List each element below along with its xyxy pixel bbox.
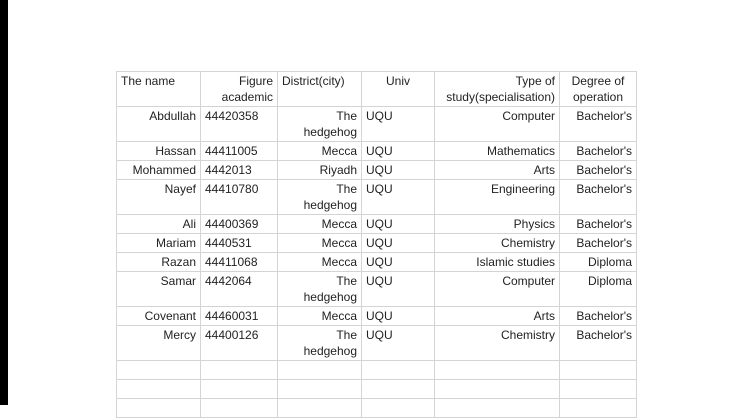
cell-degree: Bachelor's: [560, 326, 637, 361]
cell-univ: UQU: [362, 326, 435, 361]
cell-type: Arts: [435, 307, 560, 326]
empty-cell: [201, 361, 278, 380]
cell-district: Mecca: [278, 253, 362, 272]
cell-univ: UQU: [362, 107, 435, 142]
cell-type: Mathematics: [435, 142, 560, 161]
cell-figure: 4442064: [201, 272, 278, 307]
header-type: Type of study(specialisation): [435, 72, 560, 107]
cell-univ: UQU: [362, 180, 435, 215]
cell-univ: UQU: [362, 215, 435, 234]
cell-figure: 44410780: [201, 180, 278, 215]
cell-type: Physics: [435, 215, 560, 234]
cell-degree: Bachelor's: [560, 307, 637, 326]
empty-cell: [435, 361, 560, 380]
cell-district: Mecca: [278, 307, 362, 326]
table-row: [117, 253, 637, 272]
empty-cell: [362, 380, 435, 399]
table-row: [117, 107, 637, 142]
empty-cell: [560, 380, 637, 399]
header-degree: Degree of operation: [560, 72, 637, 107]
cell-figure: 4442013: [201, 161, 278, 180]
table-row: [117, 142, 637, 161]
cell-name: Mariam: [117, 234, 201, 253]
header-name: The name: [117, 72, 201, 107]
cell-type: Chemistry: [435, 326, 560, 361]
cell-figure: 44460031: [201, 307, 278, 326]
cell-figure: 44411005: [201, 142, 278, 161]
empty-cell: [278, 380, 362, 399]
cell-type: Islamic studies: [435, 253, 560, 272]
table-row: [117, 272, 637, 307]
empty-cell: [201, 399, 278, 418]
table-row: [117, 215, 637, 234]
empty-cell: [278, 399, 362, 418]
empty-row: [117, 380, 637, 399]
cell-name: Mohammed: [117, 161, 201, 180]
cell-name: Ali: [117, 215, 201, 234]
empty-cell: [435, 399, 560, 418]
cell-district: Riyadh: [278, 161, 362, 180]
cell-univ: UQU: [362, 142, 435, 161]
cell-univ: UQU: [362, 272, 435, 307]
cell-name: Samar: [117, 272, 201, 307]
empty-row: [117, 361, 637, 380]
cell-district: The hedgehog: [278, 272, 362, 307]
cell-univ: UQU: [362, 307, 435, 326]
cell-type: Engineering: [435, 180, 560, 215]
table-row: [117, 180, 637, 215]
cell-district: The hedgehog: [278, 326, 362, 361]
table-row: [117, 326, 637, 361]
empty-cell: [201, 380, 278, 399]
header-district: District(city): [278, 72, 362, 107]
cell-name: Hassan: [117, 142, 201, 161]
empty-row: [117, 399, 637, 418]
cell-degree: Bachelor's: [560, 215, 637, 234]
table-body: [117, 72, 637, 418]
cell-figure: 44411068: [201, 253, 278, 272]
empty-cell: [117, 399, 201, 418]
window-left-edge: [0, 0, 8, 405]
cell-degree: Bachelor's: [560, 161, 637, 180]
cell-district: The hedgehog: [278, 107, 362, 142]
cell-univ: UQU: [362, 253, 435, 272]
table-row: [117, 234, 637, 253]
cell-degree: Bachelor's: [560, 180, 637, 215]
cell-district: Mecca: [278, 142, 362, 161]
header-figure: Figure academic: [201, 72, 278, 107]
cell-type: Computer: [435, 107, 560, 142]
cell-degree: Diploma: [560, 253, 637, 272]
cell-degree: Bachelor's: [560, 234, 637, 253]
students-table: [116, 71, 637, 418]
cell-name: Mercy: [117, 326, 201, 361]
empty-cell: [117, 361, 201, 380]
table-row: [117, 307, 637, 326]
cell-degree: Bachelor's: [560, 107, 637, 142]
cell-univ: UQU: [362, 161, 435, 180]
table-header-row: [117, 72, 637, 107]
empty-cell: [362, 399, 435, 418]
cell-figure: 4440531: [201, 234, 278, 253]
cell-name: Covenant: [117, 307, 201, 326]
empty-cell: [362, 361, 435, 380]
cell-name: Razan: [117, 253, 201, 272]
cell-district: The hedgehog: [278, 180, 362, 215]
cell-degree: Bachelor's: [560, 142, 637, 161]
table-row: [117, 161, 637, 180]
empty-cell: [117, 380, 201, 399]
cell-figure: 44420358: [201, 107, 278, 142]
cell-type: Arts: [435, 161, 560, 180]
cell-type: Chemistry: [435, 234, 560, 253]
empty-cell: [560, 399, 637, 418]
cell-degree: Diploma: [560, 272, 637, 307]
cell-district: Mecca: [278, 215, 362, 234]
cell-univ: UQU: [362, 234, 435, 253]
cell-figure: 44400369: [201, 215, 278, 234]
cell-district: Mecca: [278, 234, 362, 253]
empty-cell: [560, 361, 637, 380]
empty-cell: [278, 361, 362, 380]
header-univ: Univ: [362, 72, 435, 107]
cell-name: Abdullah: [117, 107, 201, 142]
cell-name: Nayef: [117, 180, 201, 215]
cell-figure: 44400126: [201, 326, 278, 361]
empty-cell: [435, 380, 560, 399]
cell-type: Computer: [435, 272, 560, 307]
